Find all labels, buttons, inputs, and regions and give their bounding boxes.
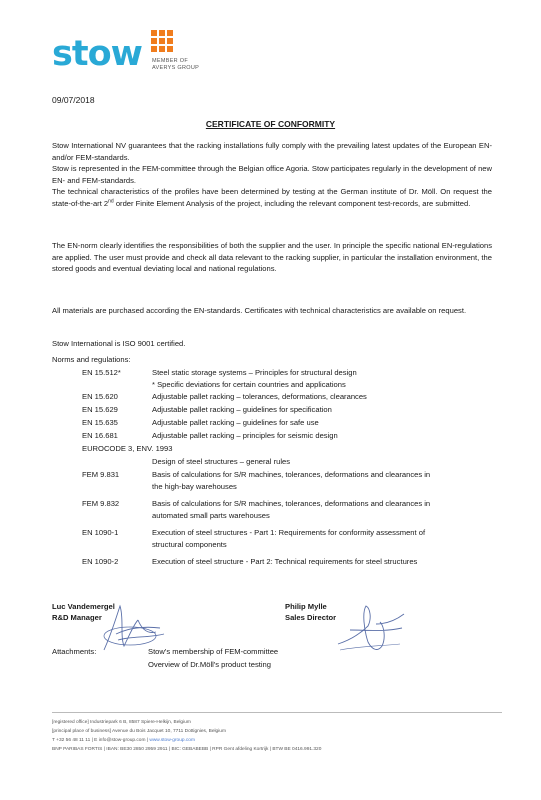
norm-desc: Steel static storage systems – Principles for structural design bbox=[152, 368, 357, 377]
norm-code: EN 15.620 bbox=[82, 392, 118, 401]
logo-grid-icon bbox=[151, 30, 173, 52]
footer-contact bbox=[52, 736, 195, 745]
norm-desc: Adjustable pallet racking – guidelines for specification bbox=[152, 405, 332, 414]
testing-text-end: order Finite Element Analysis of the project, including the relevant component test-records, are submitted. bbox=[113, 198, 471, 208]
iso-paragraph: Stow International is ISO 9001 certified. bbox=[52, 339, 186, 348]
testing-text bbox=[52, 186, 492, 209]
intro-paragraph bbox=[52, 140, 492, 210]
footer-business-address: [principal place of business] Avenue du Bois Jacquet 10, 7711 Dottignies, Belgium bbox=[52, 729, 226, 734]
logo-tagline-line-1: MEMBER OF bbox=[152, 58, 189, 64]
document-date: 09/07/2018 bbox=[52, 95, 95, 105]
footer-contact-text: T +32 56 48 11 11 | E info@stow-group.com | bbox=[52, 738, 150, 743]
right-signature-image bbox=[330, 600, 410, 660]
guarantee-text: Stow International NV guarantees that the racking installations fully comply with the prevailing latest updates of the European EN- and/or FEM-standards. bbox=[52, 141, 492, 162]
norm-desc: the high-bay warehouses bbox=[152, 482, 237, 491]
norm-desc: * Specific deviations for certain countries and applications bbox=[152, 380, 346, 389]
attachment-item: Overview of Dr.Möll's product testing bbox=[148, 660, 271, 669]
norm-desc: Adjustable pallet racking – guidelines for safe use bbox=[152, 418, 319, 427]
norm-code: EN 15.512* bbox=[82, 368, 121, 377]
logo-wordmark: stow bbox=[52, 34, 142, 74]
norm-code: EUROCODE 3, ENV. 1993 bbox=[82, 444, 173, 453]
document-title: CERTIFICATE OF CONFORMITY bbox=[205, 119, 336, 129]
norm-code: EN 15.635 bbox=[82, 418, 118, 427]
norm-desc: Design of steel structures – general rules bbox=[152, 457, 291, 466]
attachment-item: Stow's membership of FEM-committee bbox=[148, 647, 279, 656]
footer-registered-office: [registered office] Industriepark 6 B, 8587 Spiere-Helkijn, Belgium bbox=[52, 720, 191, 725]
logo-tagline bbox=[152, 58, 199, 71]
attachments-label: Attachments: bbox=[52, 647, 97, 656]
footer-website-link[interactable]: www.stow-group.com bbox=[149, 738, 195, 743]
norm-desc: Adjustable pallet racking – tolerances, deformations, clearances bbox=[152, 392, 367, 401]
norm-code: FEM 9.831 bbox=[82, 470, 120, 479]
responsibility-paragraph: The EN-norm clearly identifies the responsibilities of both the supplier and the user. In principle the specific national EN-regulations are applied. The user must provide and check all data relevant to the racking supplier, in particular the installation environment, the stored goods and eventual deviating local and national regulations. bbox=[52, 241, 492, 274]
norm-code: FEM 9.832 bbox=[82, 499, 120, 508]
norm-code: EN 15.629 bbox=[82, 405, 118, 414]
fem-committee-text: Stow is represented in the FEM-committee through the Belgian office Agoria. Stow participates regularly in the development of new EN- and FEM-standards. bbox=[52, 164, 492, 185]
footer-bank-details: BNP PARIBAS FORTIS | IBAN: BE30 2850 2959 2911 | BIC: GEBABEBB | RPR Gent afdeling Kortrijk | BTW BE 0416.991.320 bbox=[52, 747, 322, 752]
norm-desc: Basis of calculations for S/R machines, tolerances, deformations and clearances in bbox=[152, 499, 431, 508]
norm-code: EN 1090-2 bbox=[82, 557, 119, 566]
norm-desc: Basis of calculations for S/R machines, tolerances, deformations and clearances in bbox=[152, 470, 431, 479]
norm-desc: structural components bbox=[152, 540, 227, 549]
materials-paragraph: All materials are purchased according the EN-standards. Certificates with technical characteristics are available on request. bbox=[52, 306, 467, 315]
right-signatory bbox=[285, 601, 336, 623]
left-signatory-name: Luc Vandemergel bbox=[52, 602, 115, 611]
norms-heading: Norms and regulations: bbox=[52, 355, 131, 364]
testing-text-superscript: nd bbox=[108, 198, 114, 205]
testing-text-start: The technical characteristics of the profiles have been determined by testing at the German institute of Dr. Möll. On request the state-of-the-art 2 bbox=[52, 187, 492, 208]
footer-divider bbox=[52, 712, 502, 713]
norm-desc: Execution of steel structures - Part 1: Requirements for conformity assessment of bbox=[152, 528, 426, 537]
stow-logo bbox=[52, 28, 212, 78]
right-signatory-role: Sales Director bbox=[285, 613, 337, 622]
norm-desc: automated small parts warehouses bbox=[152, 511, 270, 520]
norm-code: EN 16.681 bbox=[82, 431, 118, 440]
right-signatory-name: Philip Mylle bbox=[285, 602, 327, 611]
logo-tagline-line-2: AVERYS GROUP bbox=[152, 64, 200, 71]
norm-code: EN 1090-1 bbox=[82, 528, 119, 537]
norm-desc: Execution of steel structure - Part 2: Technical requirements for steel structures bbox=[152, 557, 418, 566]
left-signatory-role: R&D Manager bbox=[52, 613, 102, 622]
norm-desc: Adjustable pallet racking – principles for seismic design bbox=[152, 431, 338, 440]
